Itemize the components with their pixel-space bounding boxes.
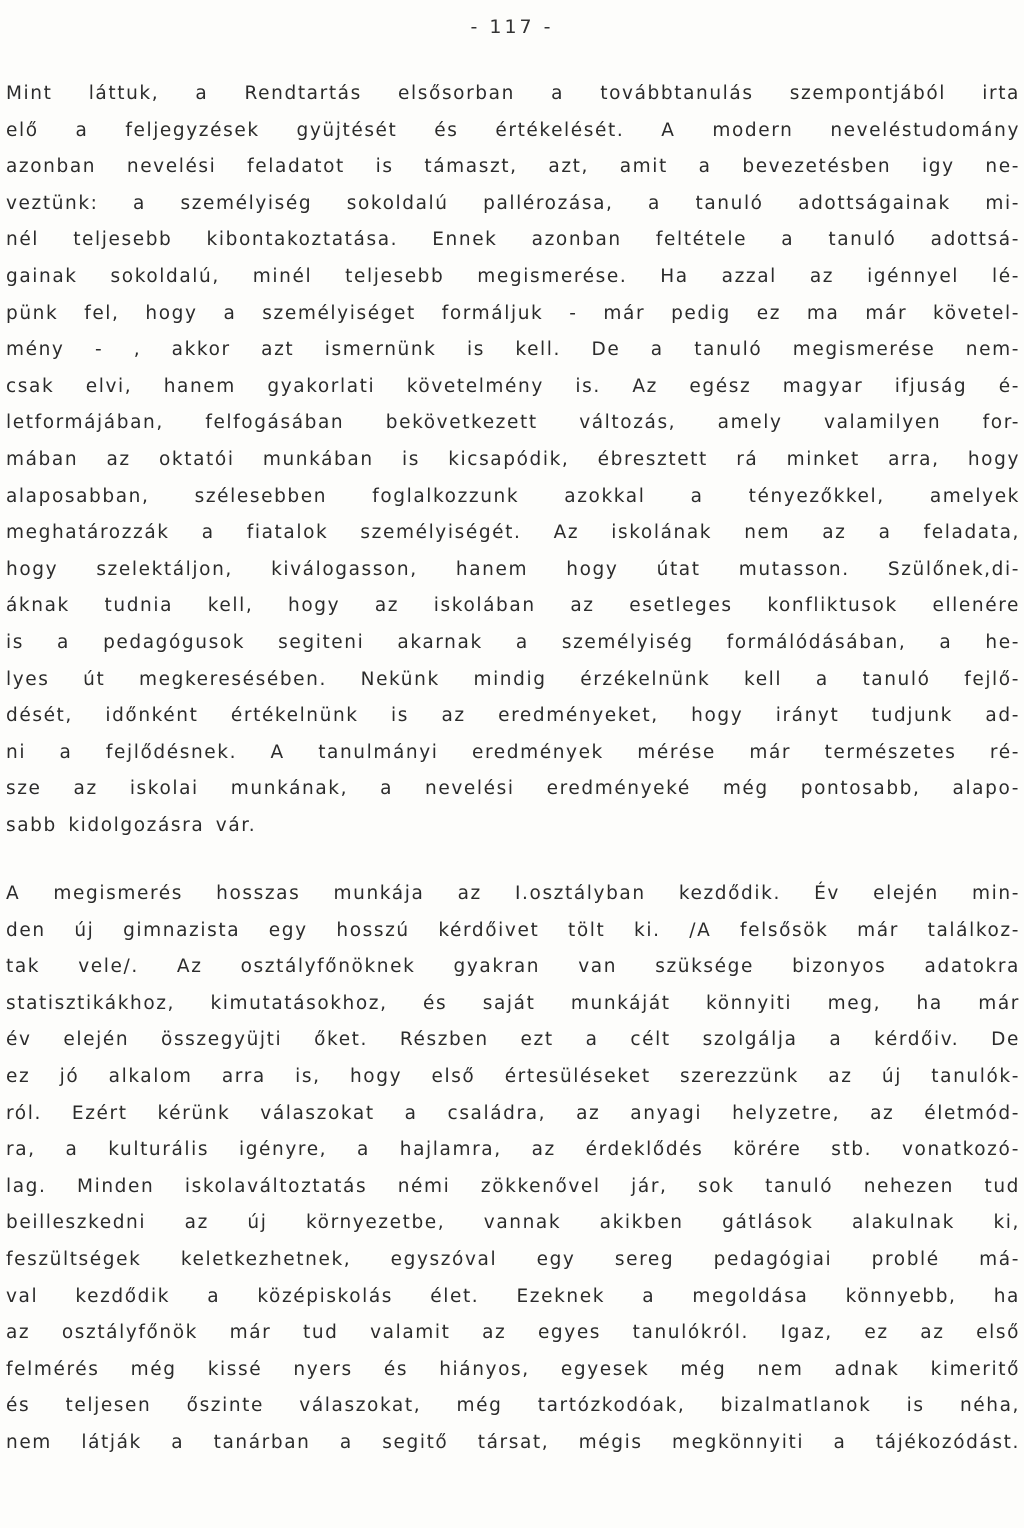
text-line: sze az iskolai munkának, a nevelési eredményeké még pontosabb, alapo- <box>6 778 1020 800</box>
text-line: lag. Minden iskolaváltoztatás némi zökkenővel jár, sok tanuló nehezen tud <box>6 1175 1020 1197</box>
page-number: - 117 - <box>470 16 554 38</box>
text-line: val kezdődik a középiskolás élet. Ezeknek a megoldása könnyebb, ha <box>6 1285 1020 1307</box>
text-line: meghatározzák a fiatalok személyiségét. Az iskolának nem az a feladata, <box>6 522 1020 544</box>
text-line: gainak sokoldalú, minél teljesebb megismerése. Ha azzal az igénnyel lé- <box>6 265 1020 287</box>
text-line: ni a fejlődésnek. A tanulmányi eredmények mérése már természetes ré- <box>6 741 1020 763</box>
paragraph-1 <box>6 76 1020 844</box>
text-line: statisztikákhoz, kimutatásokhoz, és saját munkáját könnyiti meg, ha már <box>6 992 1020 1014</box>
text-line: nem látják a tanárban a segitő társat, mégis megkönnyiti a tájékozódást. <box>6 1431 1020 1453</box>
text-line: mában az oktatói munkában is kicsapódik, ébresztett rá minket arra, hogy <box>6 448 1020 470</box>
text-line: beilleszkedni az új környezetbe, vannak akikben gátlások alakulnak ki, <box>6 1212 1020 1234</box>
text-line: is a pedagógusok segiteni akarnak a személyiség formálódásában, a he- <box>6 631 1020 653</box>
text-line: ez jó alkalom arra is, hogy első értesüléseket szerezzünk az új tanulók- <box>6 1065 1020 1087</box>
text-line: elő a feljegyzések gyüjtését és értékelését. A modern neveléstudomány <box>6 119 1020 141</box>
text-line: sabb kidolgozásra vár. <box>6 814 257 836</box>
text-line: veztünk: a személyiség sokoldalú pallérozása, a tanuló adottságainak mi- <box>6 192 1020 214</box>
text-line: mény - , akkor azt ismernünk is kell. De a tanuló megismerése nem- <box>6 339 1020 361</box>
text-line: den új gimnazista egy hosszú kérdőivet tölt ki. /A felsősök már találkoz- <box>6 919 1020 941</box>
text-line: hogy szelektáljon, kiválogasson, hanem hogy útat mutasson. Szülőnek,di- <box>6 558 1020 580</box>
text-line: letformájában, felfogásában bekövetkezett változás, amely valamilyen for- <box>6 412 1020 434</box>
text-line: alaposabban, szélesebben foglalkozzunk azokkal a tényezőkkel, amelyek <box>6 485 1020 507</box>
text-line: év elején összegyüjti őket. Részben ezt a célt szolgálja a kérdőiv. De <box>6 1029 1020 1051</box>
text-line: ról. Ezért kérünk válaszokat a családra, az anyagi helyzetre, az életmód- <box>6 1102 1020 1124</box>
text-line: és teljesen őszinte válaszokat, még tartózkodóak, bizalmatlanok is néha, <box>6 1395 1020 1417</box>
text-line: lyes út megkeresésében. Nekünk mindig érzékelnünk kell a tanuló fejlő- <box>6 668 1020 690</box>
text-line: tak vele/. Az osztályfőnöknek gyakran van szüksége bizonyos adatokra <box>6 956 1020 978</box>
text-line: az osztályfőnök már tud valamit az egyes tanulókról. Igaz, ez az első <box>6 1322 1020 1344</box>
text-line: ra, a kulturális igényre, a hajlamra, az érdeklődés körére stb. vonatkozó- <box>6 1139 1020 1161</box>
text-line: azonban nevelési feladatot is támaszt, azt, amit a bevezetésben igy ne- <box>6 156 1020 178</box>
paragraph-2 <box>6 876 1020 1462</box>
text-line: dését, időnként értékelnünk is az eredményeket, hogy irányt tudjunk ad- <box>6 705 1020 727</box>
text-line: felmérés még kissé nyers és hiányos, egyesek még nem adnak kimeritő <box>6 1358 1020 1380</box>
text-line: Mint láttuk, a Rendtartás elsősorban a továbbtanulás szempontjából irta <box>6 83 1020 104</box>
text-line: pünk fel, hogy a személyiséget formáljuk - már pedig ez ma már követel- <box>6 302 1020 324</box>
text-line: A megismerés hosszas munkája az I.osztályban kezdődik. Év elején min- <box>6 883 1020 904</box>
text-line: feszültségek keletkezhetnek, egyszóval egy sereg pedagógiai problé má- <box>6 1248 1020 1270</box>
text-line: csak elvi, hanem gyakorlati követelmény is. Az egész magyar ifjuság é- <box>6 375 1020 397</box>
text-line: áknak tudnia kell, hogy az iskolában az esetleges konfliktusok ellenére <box>6 595 1020 617</box>
text-line: nél teljesebb kibontakoztatása. Ennek azonban feltétele a tanuló adottsá- <box>6 229 1020 251</box>
